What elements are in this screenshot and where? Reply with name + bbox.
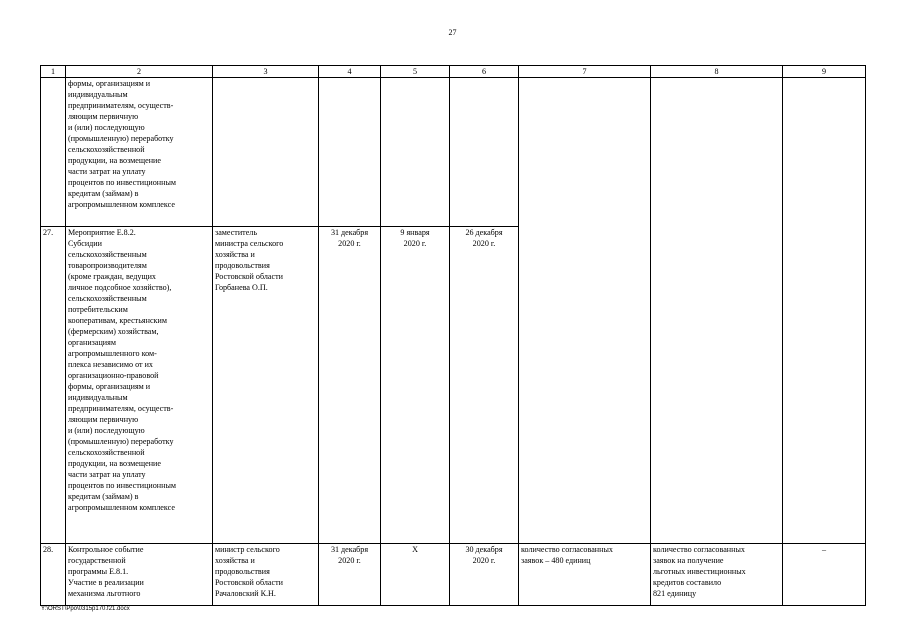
header-cell: 2 (66, 66, 213, 78)
header-cell: 3 (213, 66, 319, 78)
row-executor (213, 78, 319, 227)
table-row (41, 544, 866, 606)
row-end-plan (381, 78, 450, 227)
header-cell: 1 (41, 66, 66, 78)
row-start-date: 31 декабря 2020 г. (319, 227, 381, 544)
row-description: формы, организациям и индивидуальным предпринимателям, осуществ- ляющим первичную и (или) последующую (промышленную) переработку сельскохозяйственной продукции, на возмещение части затрат на уплату процентов по инвестиционным кредитам (займам) в агропромышленном комплексе (66, 78, 213, 227)
row-note (783, 78, 866, 544)
header-cell: 6 (450, 66, 519, 78)
row-description: Мероприятие Е.8.2. Субсидии сельскохозяйственным товаропроизводителям (кроме граждан, ведущих личное подсобное хозяйство), сельскохозяйственным потребительским кооперативам, крестьянским (фермерским) хозяйствам, организациям агропромышленного ком- плекса независимо от их организационно-правовой формы, организациям и индивидуальным предпринимателям, осуществ- ляющим первичную и (или) последующую (промышленную) переработку сельскохозяйственной продукции, на возмещение части затрат на уплату процентов по инвестиционным кредитам (займам) в агропромышленном комплексе (66, 227, 213, 544)
row-number: 28. (41, 544, 66, 606)
row-number (41, 78, 66, 227)
header-cell: 4 (319, 66, 381, 78)
row-result-fact: количество согласованных заявок на получение льготных инвестиционных кредитов составило 821 единицу (651, 544, 783, 606)
row-executor: заместитель министра сельского хозяйства и продовольствия Ростовской области Горбанева О.П. (213, 227, 319, 544)
header-cell: 9 (783, 66, 866, 78)
row-start-date (319, 78, 381, 227)
file-path-footer: Y:\ORST\Ppo\0315p170.f21.docx (41, 606, 130, 612)
row-number: 27. (41, 227, 66, 544)
row-description: Контрольное событие государственной программы Е.8.1. Участие в реализации механизма льготного (66, 544, 213, 606)
table-row (41, 78, 866, 227)
row-end-plan: X (381, 544, 450, 606)
row-end-plan: 9 января 2020 г. (381, 227, 450, 544)
header-row (41, 66, 866, 78)
row-end-fact: 30 декабря 2020 г. (450, 544, 519, 606)
row-result-plan (519, 78, 651, 544)
report-table (40, 65, 866, 606)
page-number: 27 (448, 28, 457, 37)
row-end-fact: 26 декабря 2020 г. (450, 227, 519, 544)
row-start-date: 31 декабря 2020 г. (319, 544, 381, 606)
row-end-fact (450, 78, 519, 227)
header-cell: 5 (381, 66, 450, 78)
row-result-fact (651, 78, 783, 544)
row-note: – (783, 544, 866, 606)
header-cell: 7 (519, 66, 651, 78)
row-executor: министр сельского хозяйства и продовольствия Ростовской области Рачаловский К.Н. (213, 544, 319, 606)
header-cell: 8 (651, 66, 783, 78)
row-result-plan: количество согласованных заявок – 480 единиц (519, 544, 651, 606)
